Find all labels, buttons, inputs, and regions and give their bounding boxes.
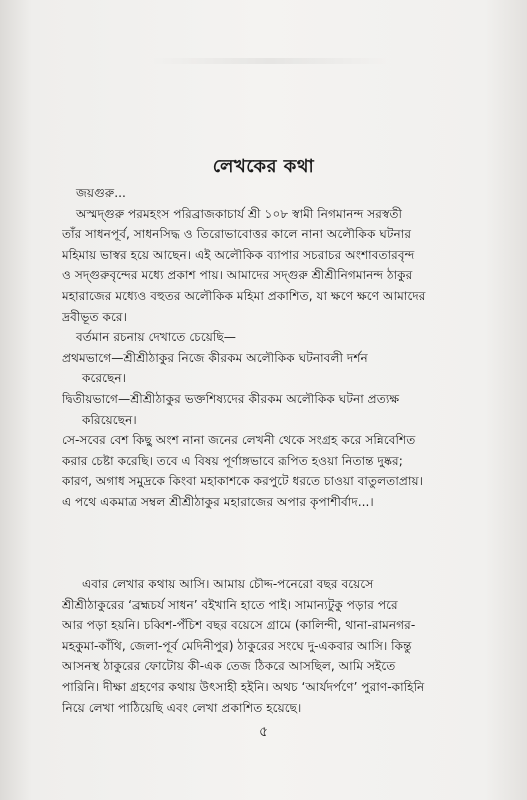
para-5-line-3: কারণ, অগাধ সমুদ্রকে কিংবা মহাকাশকে করপুটে ধরতে চাওয়া বাতুলতাপ্রায়। [62, 474, 424, 489]
body-text-continued [62, 574, 470, 718]
para-3-line-1: প্রথমভাগে—শ্রীশ্রীঠাকুর নিজে কীরকম অলৌকিক ঘটনাবলী দর্শন [62, 350, 368, 365]
para-4-line-2: করিয়েছেন। [82, 412, 137, 427]
para-3-line-2: করেছেন। [82, 371, 127, 386]
para-1-line-2: তাঁর সাধনপূর্ব, সাধনসিদ্ধ ও তিরোভাবোত্তর কালে নানা অলৌকিক ঘটনার [62, 227, 412, 242]
para-6-line-4: মহকুমা-কাঁথি, জেলা-পূর্ব মেদিনীপুর) ঠাকুরের সংঘে দু-একবার আসি। কিন্তু [62, 638, 412, 653]
para-6-line-5: আসনস্থ ঠাকুরের ফোটোয় কী-এক তেজ ঠিকরে আসছিল, আমি সইতে [62, 659, 396, 674]
page-title: লেখকের কথা [212, 156, 315, 177]
para-1-line-1: অস্মদ্গুরু পরমহংস পরিব্রাজকাচার্য শ্রী ১০৮ স্বামী নিগমানন্দ সরস্বতী [76, 206, 403, 221]
para-6-line-7: নিয়ে লেখা পাঠিয়েছি এবং লেখা প্রকাশিত হয়েছে। [62, 700, 302, 715]
para-6-line-1: এবার লেখার কথায় আসি। আমায় চৌদ্দ-পনেরো বছর বয়েসে [82, 577, 374, 591]
body-text [62, 183, 470, 513]
para-6-line-6: পারিনি। দীক্ষা গ্রহণের কথায় উৎসাহী হইনি। অথচ ‘আর্যদর্পণে’ পুরাণ-কাহিনি [62, 679, 425, 694]
para-5-line-4: এ পথে একমাত্র সম্বল শ্রীশ্রীঠাকুর মহারাজের অপার কৃপাশীর্বাদ...। [62, 494, 374, 509]
para-2-line-1: বর্তমান রচনায় দেখাতে চেয়েছি— [76, 330, 236, 345]
para-1-line-3: মহিমায় ভাস্বর হয়ে আছেন। এই অলৌকিক ব্যাপার সচরাচর অংশাবতারবৃন্দ [62, 247, 415, 262]
para-1-line-6: দ্রবীভূত করে। [62, 309, 127, 324]
bleed-through-header [150, 58, 390, 64]
para-1-line-5: মহারাজের মধ্যেও বহুতর অলৌকিক মহিমা প্রকাশিত, যা ক্ষণে ক্ষণে আমাদের [62, 288, 426, 303]
para-5-line-1: সে-সবের বেশ কিছু অংশ নানা জনের লেখনী থেকে সংগ্রহ করে সন্নিবেশিত [62, 433, 416, 448]
para-5-line-2: করার চেষ্টা করেছি। তবে এ বিষয় পূর্ণাঙ্গভাবে রূপিত হওয়া নিতান্ত দুষ্কর; [62, 453, 403, 468]
para-4-line-1: দ্বিতীয়ভাগে—শ্রীশ্রীঠাকুর ভক্তশিষ্যদের কীরকম অলৌকিক ঘটনা প্রত্যক্ষ [62, 391, 400, 406]
page-number: ৫ [258, 724, 269, 740]
greeting-line: জয়গুরু... [76, 186, 126, 200]
para-1-line-4: ও সদ্গুরুবৃন্দের মধ্যে প্রকাশ পায়। আমাদের সদ্গুরু শ্রীশ্রীনিগমানন্দ ঠাকুর [62, 268, 413, 283]
para-6-line-2: শ্রীশ্রীঠাকুরের ‘ব্রহ্মচর্য সাধন’ বইখানি হাতে পাই। সামান্যটুকু পড়ার পরে [62, 597, 398, 612]
para-6-line-3: আর পড়া হয়নি। চব্বিশ-পঁচিশ বছর বয়েসে গ্রামে (কালিন্দী, থানা-রামনগর- [62, 618, 416, 633]
